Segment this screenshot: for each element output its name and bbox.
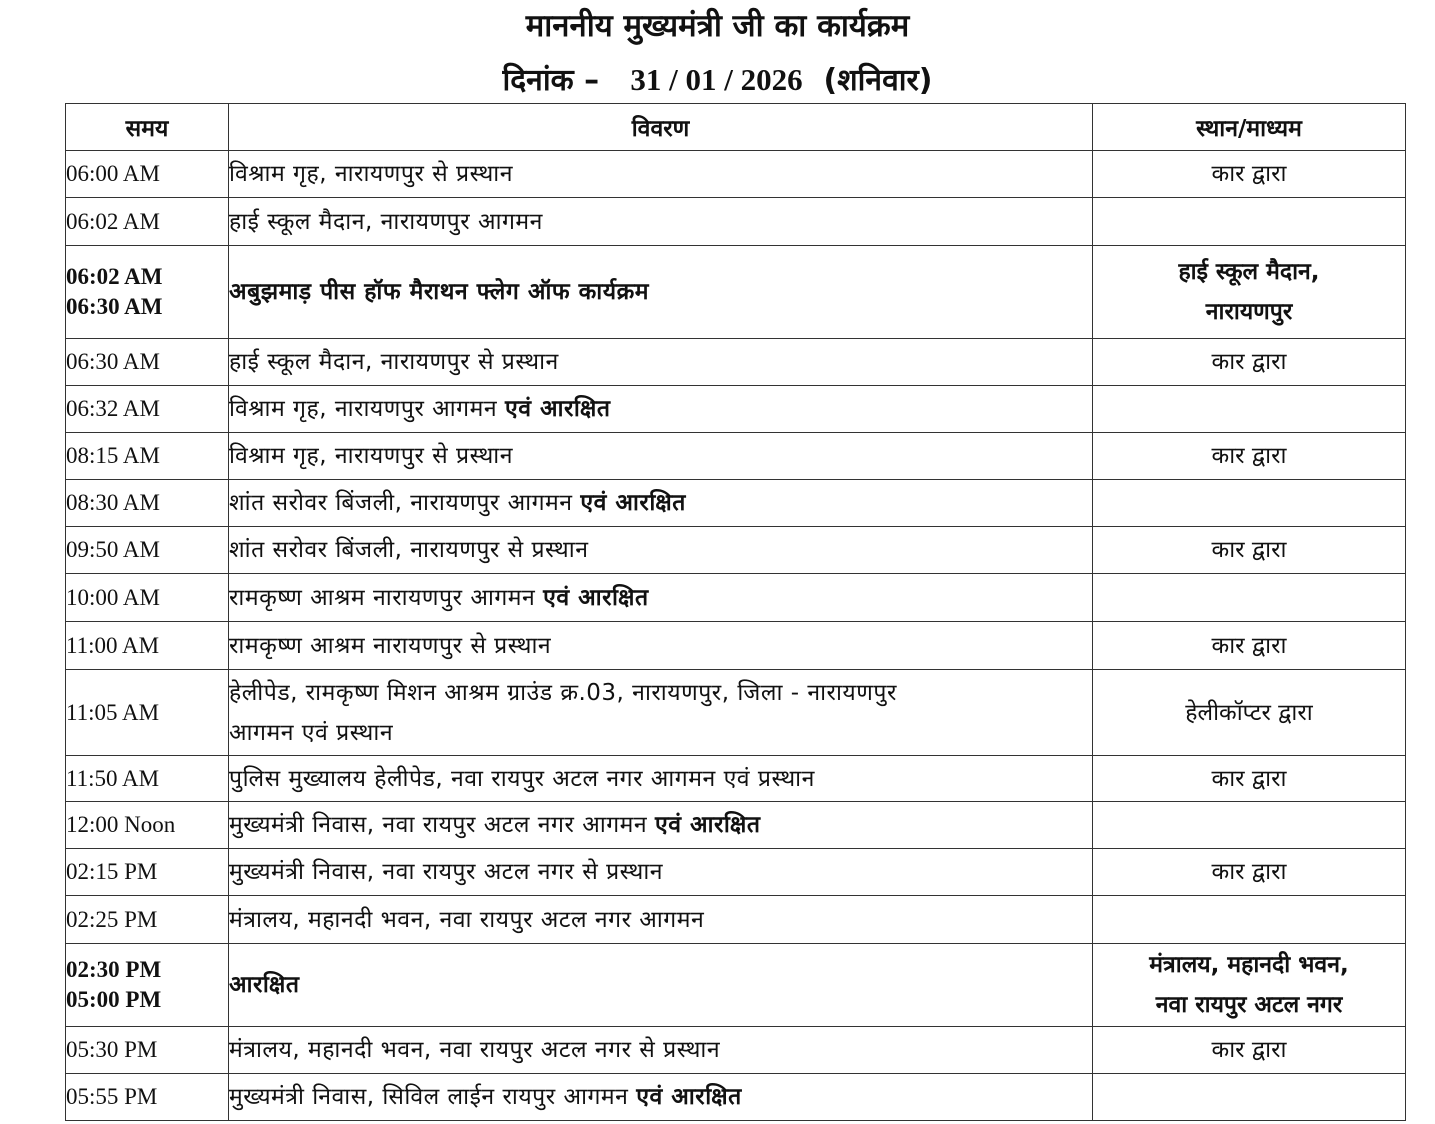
place-line-1: हाई स्कूल मैदान,	[1178, 259, 1320, 285]
place-cell: कार द्वारा	[1093, 527, 1406, 574]
time-cell: 02:25 PM	[66, 896, 229, 944]
place-cell	[1093, 574, 1406, 622]
time-start: 02:30 PM	[66, 957, 162, 982]
time-cell: 11:50 AM	[66, 756, 229, 802]
time-cell: 06:02 AM	[66, 198, 229, 246]
place-cell	[1093, 802, 1406, 849]
place-cell	[1093, 386, 1406, 433]
place-cell: कार द्वारा	[1093, 1027, 1406, 1074]
table-header-row	[66, 104, 1406, 151]
place-cell	[1093, 246, 1406, 339]
time-cell	[66, 246, 229, 339]
description-cell: रामकृष्ण आश्रम नारायणपुर से प्रस्थान	[229, 622, 1093, 670]
description-cell: हाई स्कूल मैदान, नारायणपुर से प्रस्थान	[229, 339, 1093, 386]
place-cell: कार द्वारा	[1093, 622, 1406, 670]
table-row	[66, 670, 1406, 756]
date-line	[0, 58, 1435, 103]
table-row	[66, 849, 1406, 896]
description-cell: मुख्यमंत्री निवास, नवा रायपुर अटल नगर से प्रस्थान	[229, 849, 1093, 896]
description-cell	[229, 480, 1093, 527]
column-header-place: स्थान/माध्यम	[1093, 104, 1406, 151]
time-cell: 05:30 PM	[66, 1027, 229, 1074]
place-cell	[1093, 896, 1406, 944]
description-suffix: एवं आरक्षित	[655, 812, 761, 838]
table-row	[66, 1027, 1406, 1074]
time-start: 06:02 AM	[66, 264, 163, 289]
table-row	[66, 198, 1406, 246]
table-row	[66, 433, 1406, 480]
table-row	[66, 151, 1406, 198]
description-cell	[229, 1074, 1093, 1121]
place-cell	[1093, 198, 1406, 246]
description-line-2: आगमन एवं प्रस्थान	[229, 719, 394, 746]
time-cell: 09:50 AM	[66, 527, 229, 574]
time-cell: 11:05 AM	[66, 670, 229, 756]
description-cell: विश्राम गृह, नारायणपुर से प्रस्थान	[229, 151, 1093, 198]
description-text: शांत सरोवर बिंजली, नारायणपुर आगमन	[229, 490, 573, 516]
description-cell: मंत्रालय, महानदी भवन, नवा रायपुर अटल नगर आगमन	[229, 896, 1093, 944]
place-cell: कार द्वारा	[1093, 756, 1406, 802]
table-row	[66, 480, 1406, 527]
place-line-1: मंत्रालय, महानदी भवन,	[1149, 952, 1349, 978]
time-cell: 02:15 PM	[66, 849, 229, 896]
time-cell	[66, 944, 229, 1027]
time-cell: 11:00 AM	[66, 622, 229, 670]
description-text: मुख्यमंत्री निवास, सिविल लाईन रायपुर आगमन	[229, 1084, 629, 1110]
table-row	[66, 574, 1406, 622]
description-suffix: एवं आरक्षित	[504, 396, 611, 422]
time-cell: 06:32 AM	[66, 386, 229, 433]
description-cell	[229, 670, 1093, 756]
description-cell	[229, 386, 1093, 433]
time-cell: 06:30 AM	[66, 339, 229, 386]
table-row	[66, 944, 1406, 1027]
description-cell: आरक्षित	[229, 944, 1093, 1027]
place-cell: कार द्वारा	[1093, 339, 1406, 386]
description-text: मुख्यमंत्री निवास, नवा रायपुर अटल नगर आगमन	[229, 812, 648, 838]
place-line-2: नवा रायपुर अटल नगर	[1155, 992, 1343, 1018]
description-text: विश्राम गृह, नारायणपुर आगमन	[229, 396, 498, 422]
time-end: 05:00 PM	[66, 987, 162, 1012]
place-cell: हेलीकॉप्टर द्वारा	[1093, 670, 1406, 756]
description-suffix: एवं आरक्षित	[543, 584, 649, 611]
description-cell: पुलिस मुख्यालय हेलीपेड, नवा रायपुर अटल नगर आगमन एवं प्रस्थान	[229, 756, 1093, 802]
description-cell: विश्राम गृह, नारायणपुर से प्रस्थान	[229, 433, 1093, 480]
table-row	[66, 802, 1406, 849]
description-cell: शांत सरोवर बिंजली, नारायणपुर से प्रस्थान	[229, 527, 1093, 574]
date-label: दिनांक –	[502, 63, 600, 98]
day-name: (शनिवार)	[823, 63, 933, 98]
description-cell	[229, 574, 1093, 622]
schedule-table	[65, 103, 1406, 1121]
place-cell: कार द्वारा	[1093, 151, 1406, 198]
description-suffix: एवं आरक्षित	[580, 490, 686, 516]
table-row	[66, 339, 1406, 386]
table-row	[66, 756, 1406, 802]
place-cell	[1093, 944, 1406, 1027]
description-cell: हाई स्कूल मैदान, नारायणपुर आगमन	[229, 198, 1093, 246]
description-line-1: हेलीपेड, रामकृष्ण मिशन आश्रम ग्राउंड क्र.03, नारायणपुर, जिला - नारायणपुर	[229, 679, 897, 706]
description-suffix: एवं आरक्षित	[636, 1084, 742, 1110]
time-cell: 12:00 Noon	[66, 802, 229, 849]
time-cell: 10:00 AM	[66, 574, 229, 622]
time-cell: 08:30 AM	[66, 480, 229, 527]
place-cell: कार द्वारा	[1093, 849, 1406, 896]
date-value: 31 / 01 / 2026	[630, 62, 803, 97]
table-row	[66, 622, 1406, 670]
description-cell: अबुझमाड़ पीस हॉफ मैराथन फ्लेग ऑफ कार्यक्रम	[229, 246, 1093, 339]
time-cell: 08:15 AM	[66, 433, 229, 480]
place-cell	[1093, 1074, 1406, 1121]
table-row	[66, 527, 1406, 574]
table-row	[66, 896, 1406, 944]
table-row	[66, 386, 1406, 433]
time-cell: 05:55 PM	[66, 1074, 229, 1121]
table-row	[66, 246, 1406, 339]
table-row	[66, 1074, 1406, 1121]
place-cell	[1093, 480, 1406, 527]
description-cell: मंत्रालय, महानदी भवन, नवा रायपुर अटल नगर से प्रस्थान	[229, 1027, 1093, 1074]
description-text: रामकृष्ण आश्रम नारायणपुर आगमन	[229, 584, 536, 611]
document-title: माननीय मुख्यमंत्री जी का कार्यक्रम	[525, 8, 910, 44]
time-cell: 06:00 AM	[66, 151, 229, 198]
place-line-2: नारायणपुर	[1205, 299, 1293, 325]
description-cell	[229, 802, 1093, 849]
column-header-time: समय	[66, 104, 229, 151]
time-end: 06:30 AM	[66, 294, 163, 319]
column-header-description: विवरण	[229, 104, 1093, 151]
place-cell: कार द्वारा	[1093, 433, 1406, 480]
